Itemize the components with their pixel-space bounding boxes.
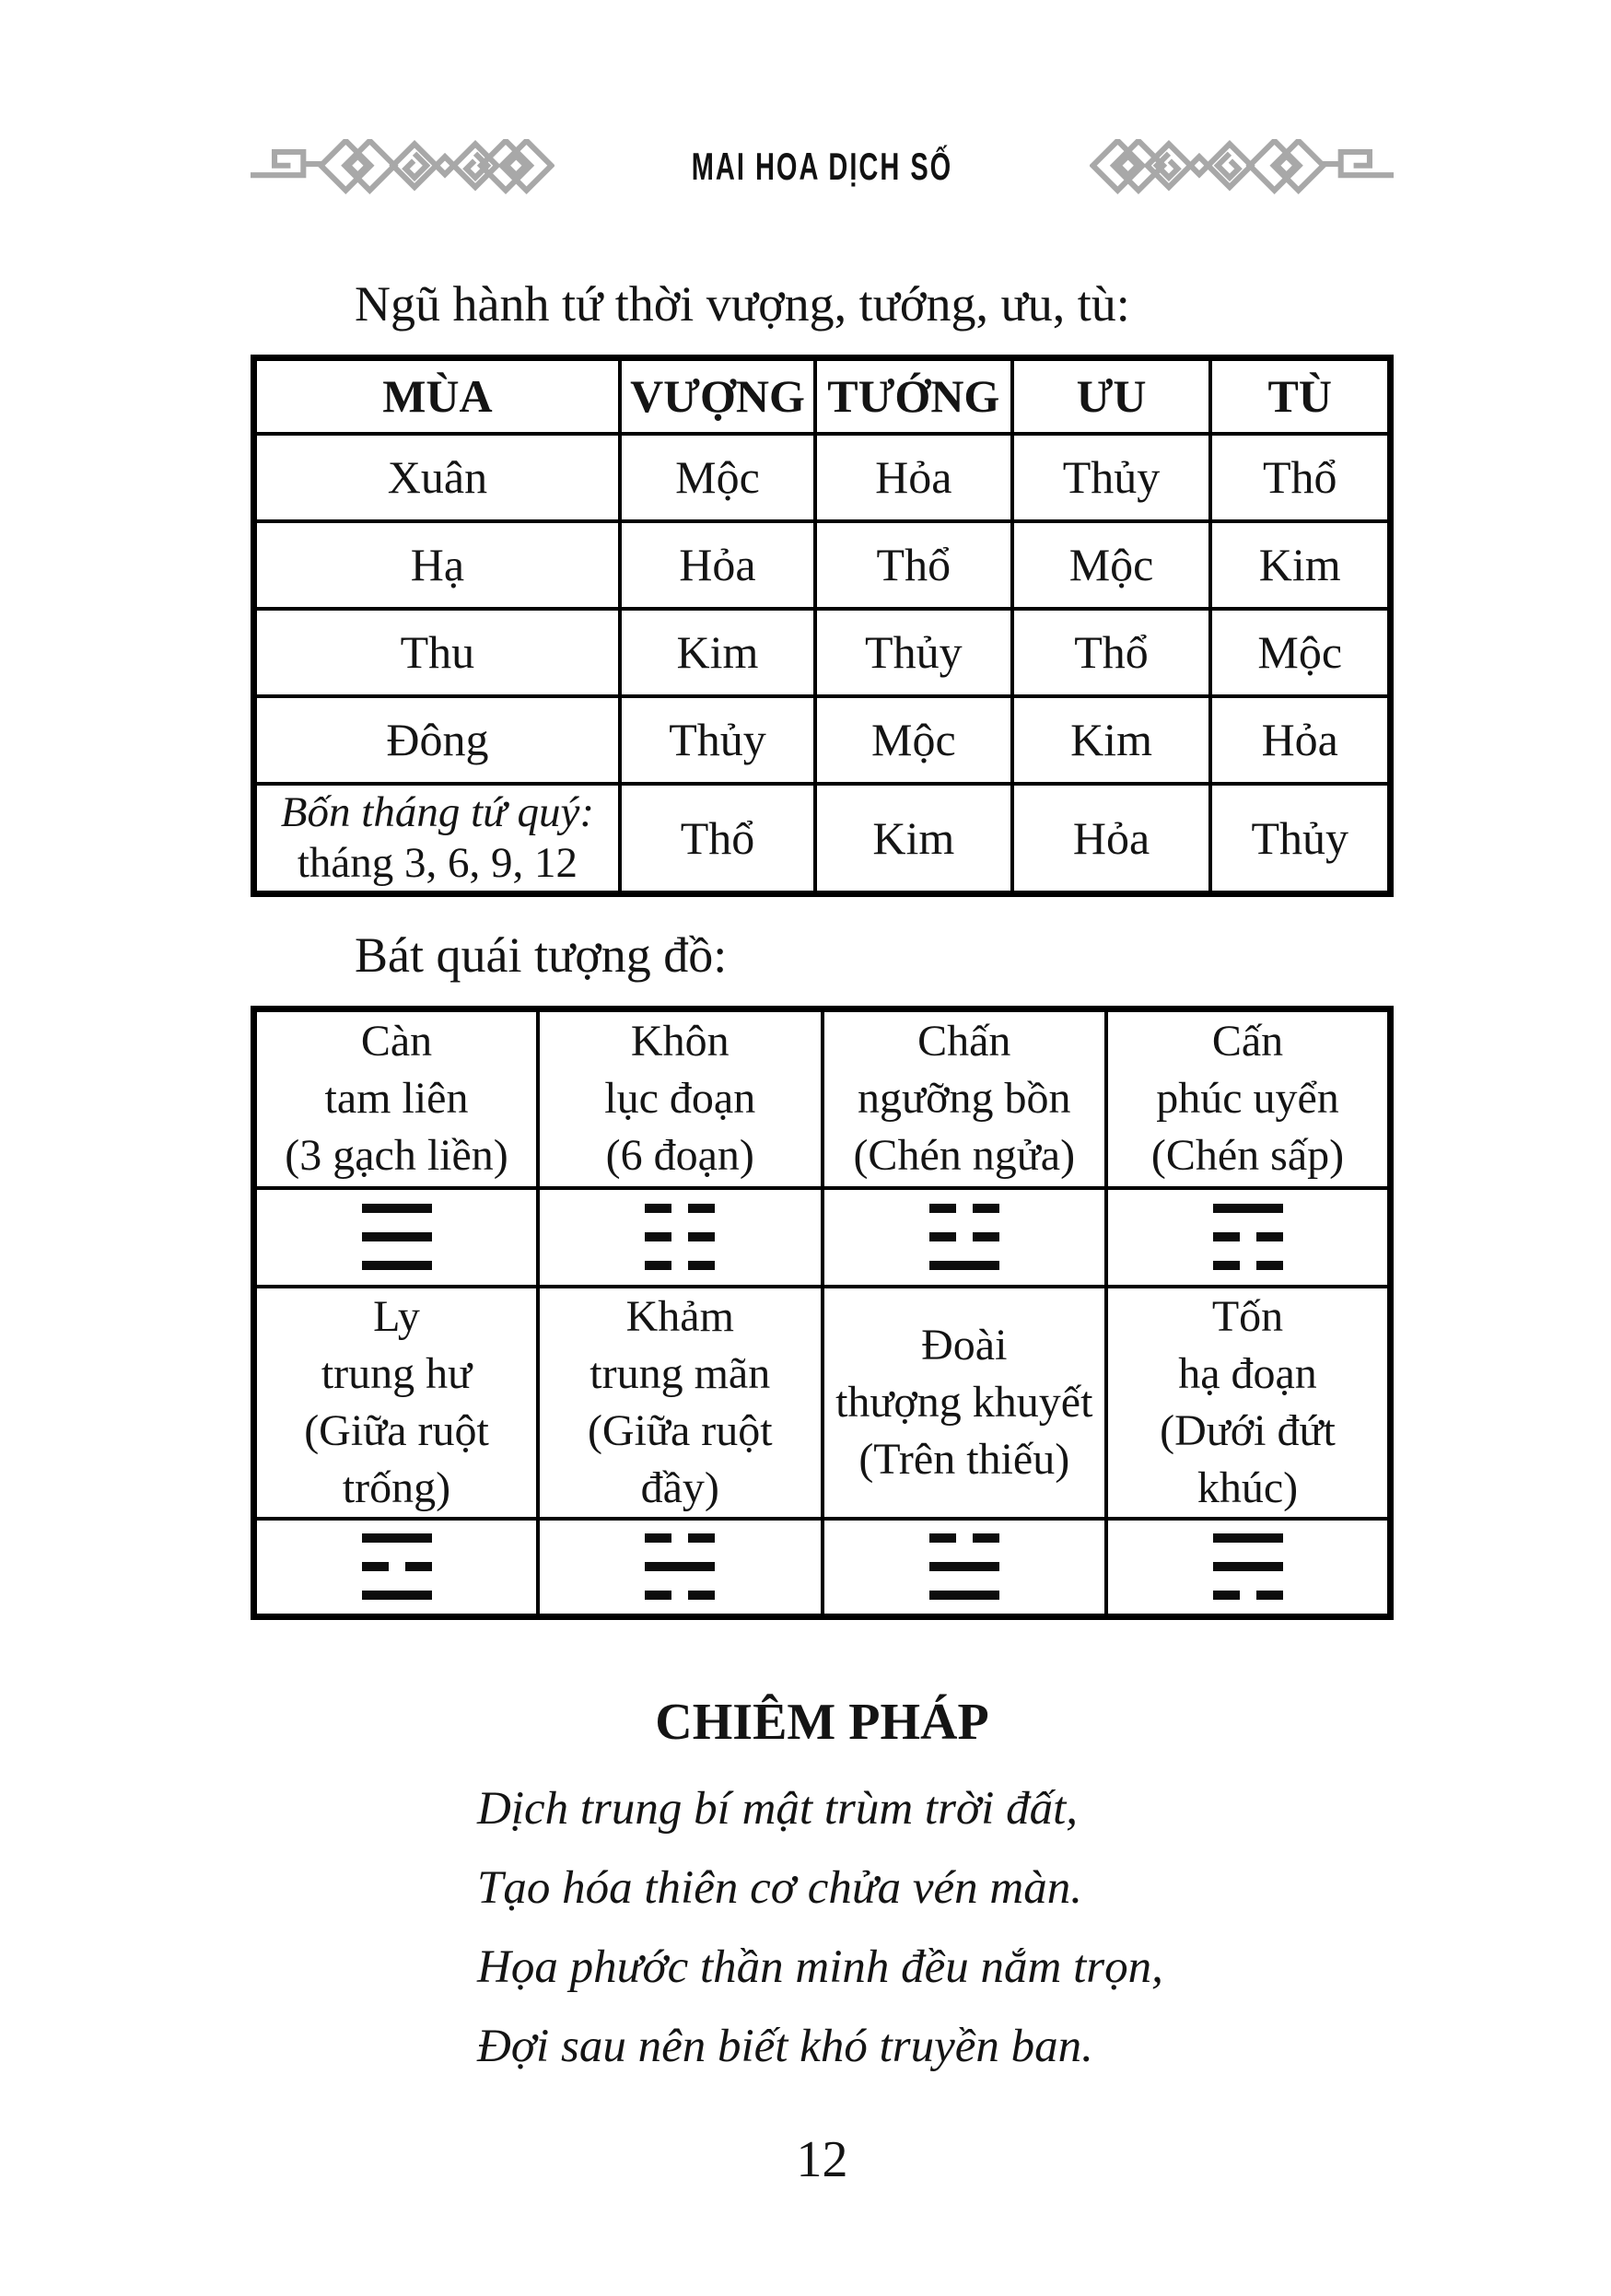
element-cell: Thủy <box>1012 434 1211 521</box>
bagua-cell-khon <box>538 1009 823 1188</box>
trigram-note: (3 gạch liền) <box>285 1131 508 1181</box>
poem-line: Họa phước thần minh đều nắm trọn, <box>477 1941 1163 1993</box>
trigram-name: Tốn <box>1211 1291 1284 1341</box>
five-elements-heading: Ngũ hành tứ thời vượng, tướng, ưu, tù: <box>355 276 1130 332</box>
trigram-desc: trung mãn <box>590 1348 771 1398</box>
element-cell: Hỏa <box>620 521 815 609</box>
page-content <box>251 0 1394 2189</box>
bagua-cell-canmt <box>1106 1009 1391 1188</box>
trigram-kham-icon <box>547 1533 813 1600</box>
bagua-label-row <box>254 1287 1391 1519</box>
trigram-desc: lục đoạn <box>604 1074 756 1124</box>
bagua-label-row <box>254 1009 1391 1188</box>
element-cell: Kim <box>1012 696 1211 784</box>
trigram-khon-icon <box>547 1204 813 1270</box>
element-cell: Hỏa <box>1012 784 1211 894</box>
chiem-phap-heading: CHIÊM PHÁP <box>655 1694 989 1751</box>
trigram-note: (6 đoạn) <box>605 1131 754 1181</box>
col-header-vuong: VƯỢNG <box>620 358 815 434</box>
diamond-ornament-right-icon <box>1090 139 1394 196</box>
trigram-desc: tam liên <box>324 1074 469 1124</box>
col-header-tuong: TƯỚNG <box>815 358 1011 434</box>
element-cell: Hỏa <box>815 434 1011 521</box>
trigram-doai-icon <box>832 1533 1098 1600</box>
trigram-can-icon <box>264 1204 529 1270</box>
table-row <box>254 609 1391 696</box>
col-header-uu: ƯU <box>1012 358 1211 434</box>
trigram-name: Cấn <box>1211 1017 1284 1066</box>
trigram-desc: phúc uyển <box>1156 1074 1339 1124</box>
element-cell: Mộc <box>1012 521 1211 609</box>
element-cell: Kim <box>1210 521 1390 609</box>
element-cell: Thổ <box>620 784 815 894</box>
element-cell: Kim <box>815 784 1011 894</box>
book-title: MAI HOA DỊCH SỐ <box>691 146 953 189</box>
element-cell: Mộc <box>815 696 1011 784</box>
trigram-chan-icon <box>832 1204 1098 1270</box>
trigram-note: (Chén sấp) <box>1150 1131 1345 1181</box>
trigram-name: Đoài <box>921 1320 1008 1369</box>
season-cell: Thu <box>254 609 620 696</box>
element-cell: Thủy <box>620 696 815 784</box>
four-months-label-line2: tháng 3, 6, 9, 12 <box>297 838 578 887</box>
bagua-cell-ton <box>1106 1287 1391 1519</box>
trigram-name: Càn <box>360 1017 433 1066</box>
bagua-table <box>251 1006 1394 1620</box>
poem-line: Dịch trung bí mật trùm trời đất, <box>477 1783 1078 1835</box>
element-cell: Thổ <box>815 521 1011 609</box>
table-row <box>254 434 1391 521</box>
trigram-name: Chấn <box>917 1017 1011 1066</box>
trigram-ton-icon <box>1115 1533 1380 1600</box>
element-cell: Mộc <box>1210 609 1390 696</box>
bagua-trigram-row <box>254 1188 1391 1287</box>
trigram-note: (Chén ngửa) <box>853 1131 1076 1181</box>
trigram-desc: hạ đoạn <box>1178 1348 1317 1398</box>
trigram-desc: ngưỡng bồn <box>858 1074 1071 1124</box>
element-cell: Thủy <box>815 609 1011 696</box>
season-cell: Hạ <box>254 521 620 609</box>
trigram-note: (Dưới đứt khúc) <box>1160 1405 1336 1512</box>
bagua-cell-can <box>254 1009 539 1188</box>
trigram-canmt-icon <box>1115 1204 1380 1270</box>
bagua-trigram-row <box>254 1519 1391 1617</box>
trigram-note: (Giữa ruột trống) <box>304 1405 489 1512</box>
bagua-cell-doai <box>823 1287 1107 1519</box>
trigram-note: (Trên thiếu) <box>858 1434 1070 1484</box>
table-row <box>254 696 1391 784</box>
trigram-desc: thượng khuyết <box>835 1377 1093 1427</box>
element-cell: Mộc <box>620 434 815 521</box>
page-number: 12 <box>796 2131 848 2188</box>
trigram-name: Khảm <box>625 1291 734 1341</box>
four-months-label-line1: Bốn tháng tứ quý: <box>280 787 595 836</box>
table-row-four-months <box>254 784 1391 894</box>
poem-line: Tạo hóa thiên cơ chửa vén màn. <box>477 1862 1082 1914</box>
trigram-name: Khôn <box>630 1017 730 1066</box>
poem-line: Đợi sau nên biết khó truyền ban. <box>477 2021 1093 2072</box>
element-cell: Kim <box>620 609 815 696</box>
element-cell: Thủy <box>1210 784 1390 894</box>
trigram-desc: trung hư <box>321 1348 473 1398</box>
element-cell: Thổ <box>1012 609 1211 696</box>
col-header-tu: TÙ <box>1210 358 1390 434</box>
col-header-mua: MÙA <box>254 358 620 434</box>
trigram-name: Ly <box>373 1291 420 1341</box>
element-cell: Thổ <box>1210 434 1390 521</box>
table-row <box>254 521 1391 609</box>
five-elements-table <box>251 355 1394 897</box>
bagua-heading: Bát quái tượng đồ: <box>355 927 728 983</box>
bagua-cell-kham <box>538 1287 823 1519</box>
poem-block <box>477 1769 1394 2086</box>
season-cell: Đông <box>254 696 620 784</box>
element-cell: Hỏa <box>1210 696 1390 784</box>
diamond-ornament-left-icon <box>251 139 555 196</box>
four-months-label-cell <box>254 784 620 894</box>
bagua-cell-chan <box>823 1009 1107 1188</box>
trigram-note: (Giữa ruột đầy) <box>587 1405 773 1512</box>
season-cell: Xuân <box>254 434 620 521</box>
page-header <box>251 138 1394 197</box>
bagua-cell-ly <box>254 1287 539 1519</box>
trigram-ly-icon <box>264 1533 529 1600</box>
table-header-row <box>254 358 1391 434</box>
